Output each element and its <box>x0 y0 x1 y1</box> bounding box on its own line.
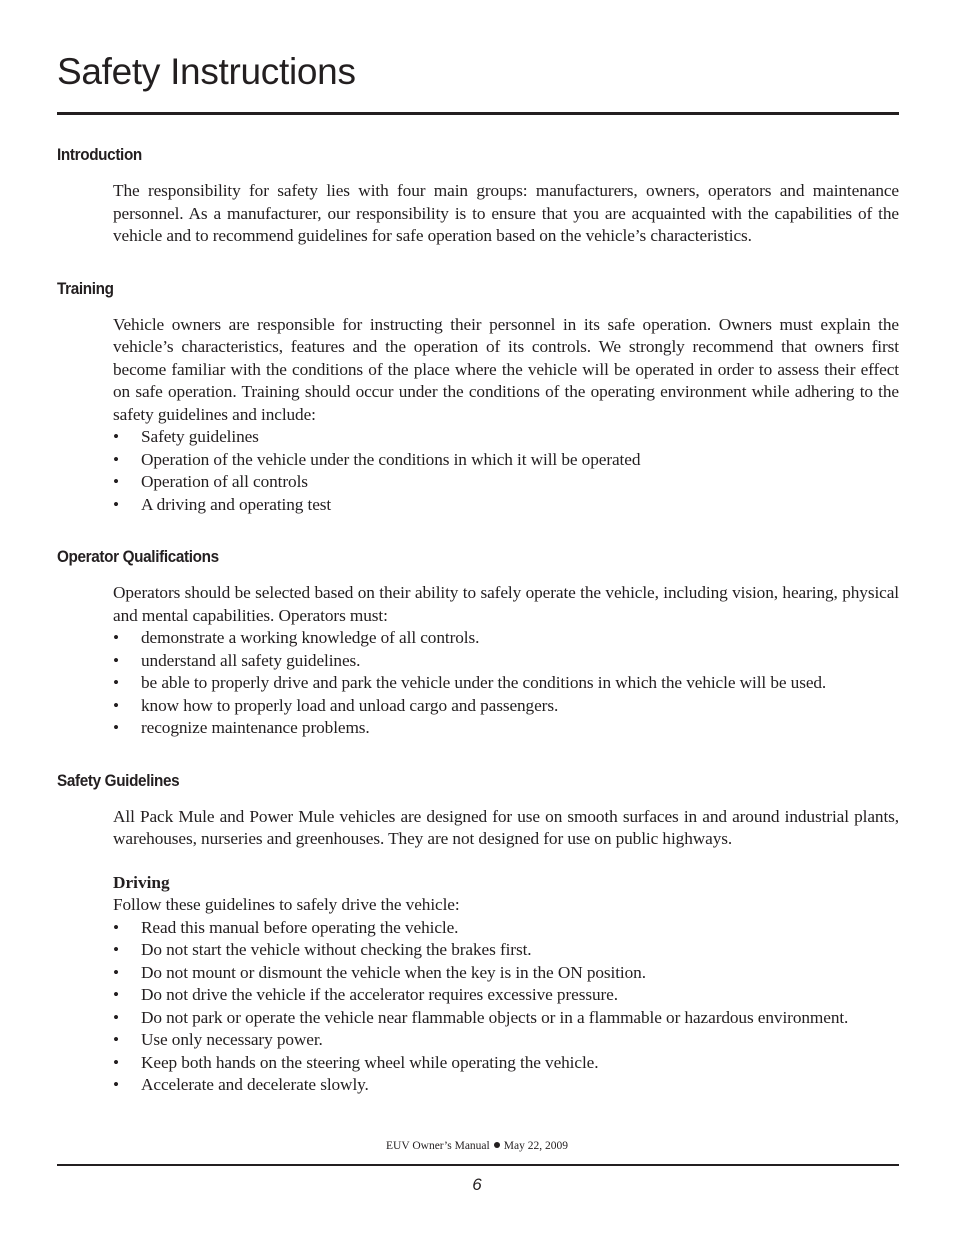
list-item: • recognize maintenance problems. <box>113 717 899 740</box>
driving-intro: Follow these guidelines to safely drive the vehicle: <box>113 895 460 914</box>
bullet-icon: • <box>113 1030 119 1049</box>
section-training <box>57 277 899 517</box>
section-safety-guidelines <box>57 769 899 1097</box>
training-bullet-list <box>113 426 899 516</box>
page-title: Safety Instructions <box>57 51 356 92</box>
bullet-icon: • <box>113 962 119 982</box>
bullet-icon: • <box>113 472 119 491</box>
list-item: • Safety guidelines <box>113 426 899 449</box>
footer-date: May 22, 2009 <box>503 1140 568 1152</box>
bullet-icon: • <box>113 427 119 446</box>
bullet-dot-icon <box>494 1142 500 1148</box>
bullet-icon: • <box>113 1075 119 1094</box>
bullet-icon: • <box>113 1052 119 1072</box>
footer <box>0 1138 954 1154</box>
section-operator-qualifications <box>57 545 899 740</box>
list-item: • Operation of all controls <box>113 471 899 494</box>
bullet-icon: • <box>113 1007 119 1027</box>
list-item: • know how to properly load and unload cargo and passengers. <box>113 695 899 718</box>
section-introduction <box>57 143 899 248</box>
list-item: • Do not mount or dismount the vehicle when the key is in the ON position. <box>113 962 899 985</box>
title-divider <box>57 112 899 115</box>
operator-bullet-list <box>113 627 899 740</box>
list-item: • be able to properly drive and park the vehicle under the conditions in which the vehicle will be used. <box>113 672 899 695</box>
list-item: • Keep both hands on the steering wheel while operating the vehicle. <box>113 1052 899 1075</box>
list-item: • A driving and operating test <box>113 494 899 517</box>
section-heading-safety-guidelines: Safety Guidelines <box>57 770 180 790</box>
driving-subheading: Driving <box>113 872 170 892</box>
list-item: • Operation of the vehicle under the conditions in which it will be operated <box>113 449 899 472</box>
bullet-icon: • <box>113 695 119 715</box>
bullet-icon: • <box>113 940 119 959</box>
list-item: • Do not park or operate the vehicle near flammable objects or in a flammable or hazardous environment. <box>113 1007 899 1030</box>
safety-guidelines-paragraph: All Pack Mule and Power Mule vehicles are designed for use on smooth surfaces in and around industrial plants, warehouses, nurseries and greenhouses. They are not designed for use on public highways. <box>113 806 899 848</box>
operator-qualifications-paragraph: Operators should be selected based on their ability to safely operate the vehicle, including vision, hearing, physical and mental capabilities. Operators must: <box>113 583 899 625</box>
page-number: 6 <box>472 1175 482 1194</box>
footer-manual-name: EUV Owner’s Manual <box>386 1140 490 1152</box>
list-item: • Read this manual before operating the vehicle. <box>113 917 899 940</box>
training-paragraph: Vehicle owners are responsible for instructing their personnel in its safe operation. Owners must explain the vehicle’s characteristics, features and the operation of its controls. We strongly recommend that owners first become familiar with the conditions of the place where the vehicle will be operated in order to assess their effect on safe operation. Training should occur under the conditions of the operating environment while adhering to the safety guidelines and include: <box>113 314 899 424</box>
list-item: • Do not start the vehicle without checking the brakes first. <box>113 939 899 962</box>
bullet-icon: • <box>113 494 119 514</box>
list-item: • understand all safety guidelines. <box>113 650 899 673</box>
bullet-icon: • <box>113 673 119 692</box>
bullet-icon: • <box>113 449 119 469</box>
section-heading-introduction: Introduction <box>57 145 142 164</box>
list-item: • Use only necessary power. <box>113 1029 899 1052</box>
page-content <box>57 143 899 1097</box>
driving-bullet-list <box>113 917 899 1097</box>
list-item: • demonstrate a working knowledge of all controls. <box>113 627 899 650</box>
bullet-icon: • <box>113 917 119 937</box>
bullet-icon: • <box>113 718 119 737</box>
list-item: • Do not drive the vehicle if the accelerator requires excessive pressure. <box>113 984 899 1007</box>
introduction-paragraph: The responsibility for safety lies with four main groups: manufacturers, owners, operators and maintenance personnel. As a manufacturer, our responsibility is to ensure that you are acquainted with the capabilities of the vehicle and to recommend guidelines for safe operation based on the vehicle’s characteristics. <box>113 181 899 245</box>
footer-divider <box>57 1164 899 1166</box>
bullet-icon: • <box>113 628 119 647</box>
list-item: • Accelerate and decelerate slowly. <box>113 1074 899 1097</box>
bullet-icon: • <box>113 650 119 670</box>
section-heading-training: Training <box>57 278 114 298</box>
section-heading-operator-qualifications: Operator Qualifications <box>57 547 219 566</box>
bullet-icon: • <box>113 985 119 1004</box>
